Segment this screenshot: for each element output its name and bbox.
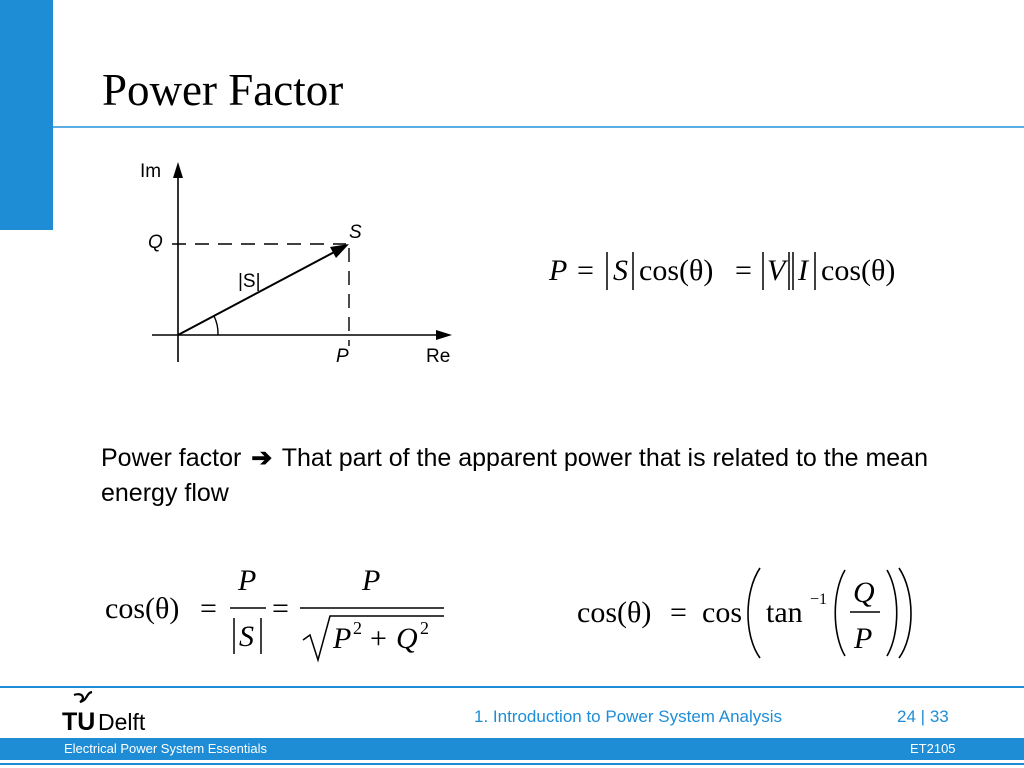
accent-block: [0, 0, 53, 230]
title-divider: [53, 126, 1024, 128]
f3-exp: −1: [810, 591, 828, 608]
f1-i: I: [798, 254, 808, 287]
f1-equals-2: =: [735, 254, 752, 287]
flame-icon: [74, 692, 92, 702]
course-section-link[interactable]: 1. Introduction to Power System Analysis: [474, 707, 783, 726]
y-axis-arrow: [173, 162, 183, 178]
page-separator: |: [920, 707, 926, 726]
f1-equals: =: [577, 254, 594, 287]
slide-title: Power Factor: [102, 65, 344, 115]
p-label: P: [336, 346, 349, 367]
formula-power-factor-tan: [572, 562, 932, 672]
q-label: Q: [148, 232, 163, 253]
bottom-divider: [0, 763, 1024, 765]
course-title: Electrical Power System Essentials: [64, 741, 268, 756]
f2-cos: cos(θ): [105, 592, 180, 625]
x-axis-arrow: [436, 330, 452, 340]
bottom-bar: [0, 738, 1024, 760]
page-total: 33: [929, 707, 949, 726]
page-number: [897, 707, 949, 727]
f1-cos: cos(θ): [639, 254, 714, 287]
s-magnitude-label: |S|: [238, 271, 261, 292]
footer-divider: [0, 686, 1024, 688]
s-vector-arrow: [330, 244, 349, 258]
page-current: 24: [897, 707, 916, 726]
re-label: Re: [426, 346, 451, 367]
definition-lead: Power factor: [101, 444, 242, 472]
f3-cos: cos(θ): [577, 596, 652, 629]
f2-exp-p: 2: [353, 618, 362, 638]
power-triangle-diagram: [130, 150, 470, 380]
f1-cos-2: cos(θ): [821, 254, 896, 287]
s-label: S: [349, 222, 362, 243]
f3-cos-2: cos: [702, 596, 742, 629]
f1-s: S: [613, 254, 628, 287]
f2-rad-q: Q: [396, 622, 418, 655]
f2-exp-q: 2: [420, 618, 429, 638]
f2-num-2: P: [362, 564, 381, 597]
im-label: Im: [140, 161, 162, 182]
s-vector: [178, 249, 340, 335]
f2-equals-2: =: [272, 592, 289, 625]
right-arrow-icon: ➔: [251, 444, 273, 472]
f2-den: S: [239, 620, 254, 653]
f3-num: Q: [853, 576, 875, 609]
f2-rad-p: P: [333, 622, 352, 655]
svg-text:Delft: Delft: [98, 709, 146, 735]
definition-body: That part of the apparent power that is related to the mean energy flow: [101, 444, 928, 507]
tu-delft-logo: [62, 690, 172, 736]
f2-num: P: [238, 564, 257, 597]
course-code: ET2105: [910, 741, 956, 756]
f3-den: P: [854, 622, 873, 655]
formula-power-factor: [100, 562, 460, 672]
definition-text: [101, 441, 961, 511]
f3-tan: tan: [766, 596, 803, 629]
formula-real-power: [545, 240, 925, 300]
svg-text:TU: TU: [62, 708, 96, 736]
f1-p: P: [549, 254, 568, 287]
f3-equals: =: [670, 596, 687, 629]
f2-equals: =: [200, 592, 217, 625]
f2-plus: +: [370, 622, 387, 655]
theta-arc: [214, 316, 218, 335]
f1-v: V: [767, 254, 786, 287]
